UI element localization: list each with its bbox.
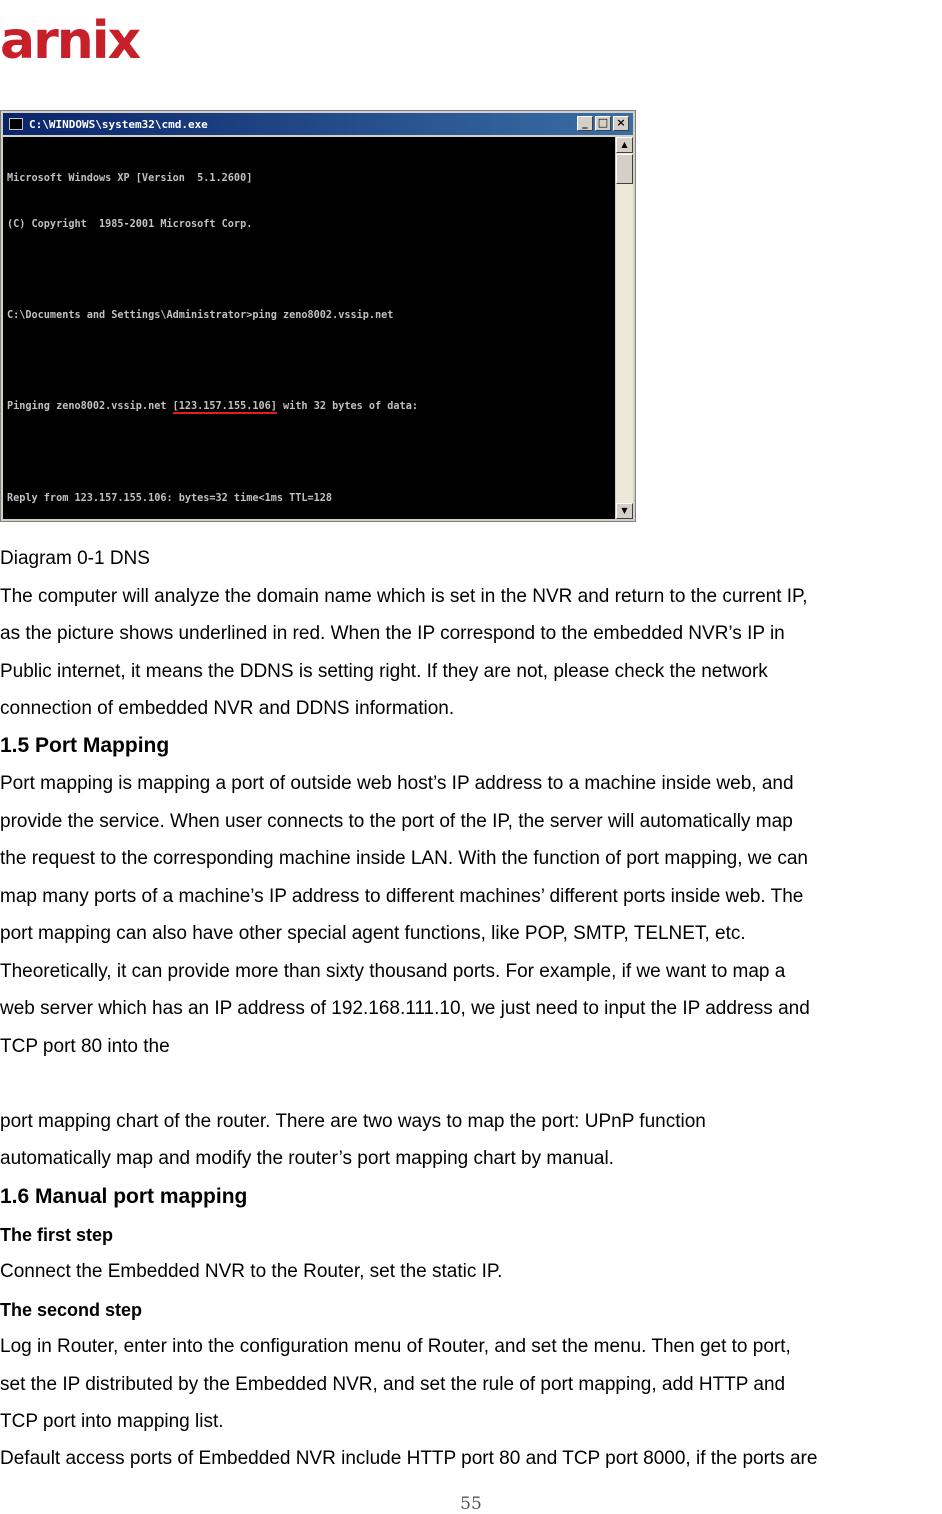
underlined-ip: [123.157.155.106]: [172, 401, 277, 413]
paragraph-line: port mapping chart of the router. There are two ways to map the port: UPnP function: [0, 1111, 706, 1132]
maximize-button[interactable]: □: [595, 116, 611, 131]
console-line-pinging: [7, 399, 615, 414]
cmd-title-bar: [3, 113, 633, 135]
paragraph-line: Public internet, it means the DDNS is setting right. If they are not, please check the network: [0, 661, 768, 682]
paragraph-line: Port mapping is mapping a port of outside web host’s IP address to a machine inside web, and: [0, 773, 794, 794]
pinging-suffix: with 32 bytes of data:: [276, 401, 418, 413]
scroll-thumb[interactable]: [616, 154, 633, 184]
console-line: [7, 354, 615, 369]
console-line: Reply from 123.157.155.106: bytes=32 time<1ms TTL=128: [7, 492, 333, 504]
paragraph-line: Default access ports of Embedded NVR include HTTP port 80 and TCP port 8000, if the ports are: [0, 1448, 818, 1469]
scroll-down-arrow-icon[interactable]: ▼: [616, 503, 633, 519]
paragraph-line: set the IP distributed by the Embedded NVR, and set the rule of port mapping, add HTTP and: [0, 1374, 786, 1395]
console-line: [7, 445, 615, 460]
close-button[interactable]: ×: [613, 116, 629, 131]
paragraph-line: Log in Router, enter into the configuration menu of Router, and set the menu. Then get to port,: [0, 1336, 791, 1357]
cmd-window-screenshot: [0, 110, 636, 522]
minimize-button[interactable]: _: [577, 116, 593, 131]
console-line: C:\Documents and Settings\Administrator>ping zeno8002.vssip.net: [7, 310, 394, 322]
vertical-scrollbar[interactable]: [616, 137, 633, 519]
paragraph-line: Connect the Embedded NVR to the Router, set the static IP.: [0, 1261, 503, 1282]
section-heading: 1.6 Manual port mapping: [0, 1185, 248, 1208]
scroll-up-arrow-icon[interactable]: ▲: [616, 137, 633, 153]
paragraph-line: map many ports of a machine’s IP address to different machines’ different ports inside web. The: [0, 886, 804, 907]
console-line: Microsoft Windows XP [Version 5.1.2600]: [7, 173, 253, 185]
paragraph-line: TCP port into mapping list.: [0, 1411, 224, 1432]
console-line: [7, 263, 615, 278]
paragraph-line: The computer will analyze the domain name which is set in the NVR and return to the current IP,: [0, 586, 808, 607]
step-heading: The second step: [0, 1300, 143, 1320]
paragraph-line: connection of embedded NVR and DDNS information.: [0, 698, 455, 719]
paragraph-line: provide the service. When user connects to the port of the IP, the server will automatically map: [0, 811, 793, 832]
figure-caption: Diagram 0-1 DNS: [0, 548, 150, 569]
console-line: (C) Copyright 1985-2001 Microsoft Corp.: [7, 219, 253, 230]
section-heading: 1.5 Port Mapping: [0, 734, 170, 757]
cmd-console: [3, 137, 615, 519]
cmd-system-icon: [9, 118, 23, 130]
cmd-title: C:\WINDOWS\system32\cmd.exe: [29, 117, 208, 131]
step-heading: The first step: [0, 1225, 114, 1245]
pinging-prefix: Pinging zeno8002.vssip.net: [7, 401, 173, 413]
paragraph-line: Theoretically, it can provide more than sixty thousand ports. For example, if we want to map a: [0, 961, 786, 982]
svg-text:arnix: arnix: [0, 14, 140, 66]
arnix-logo: [0, 14, 172, 66]
paragraph-line: as the picture shows underlined in red. When the IP correspond to the embedded NVR’s IP in: [0, 623, 785, 644]
paragraph-line: automatically map and modify the router’s port mapping chart by manual.: [0, 1148, 614, 1169]
paragraph-line: TCP port 80 into the: [0, 1036, 170, 1057]
paragraph-line: port mapping can also have other special agent functions, like POP, SMTP, TELNET, etc.: [0, 923, 746, 944]
page-number: 55: [460, 1494, 482, 1514]
paragraph-line: web server which has an IP address of 192.168.111.10, we just need to input the IP address and: [0, 998, 810, 1019]
paragraph-line: the request to the corresponding machine inside LAN. With the function of port mapping, we can: [0, 848, 808, 869]
